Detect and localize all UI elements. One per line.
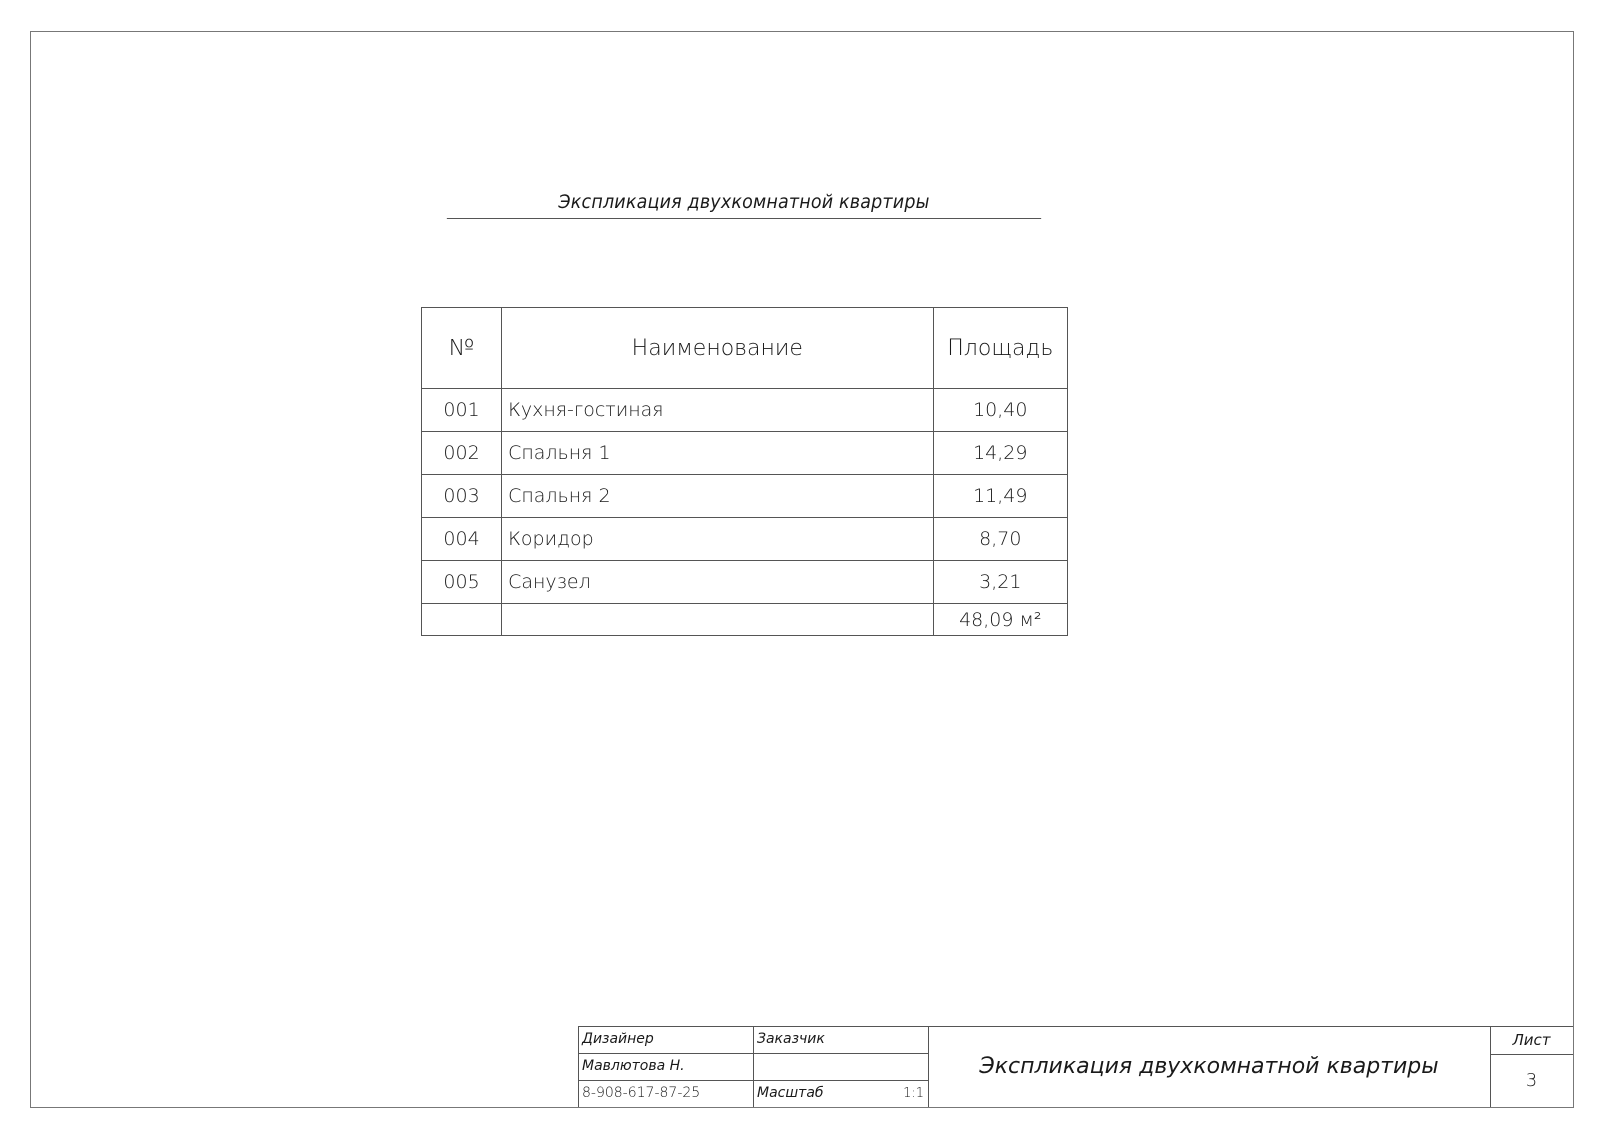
room-name: Спальня 1 xyxy=(502,432,933,475)
scale-value: 1:1 xyxy=(903,1086,924,1101)
room-number: 003 xyxy=(422,475,502,518)
title-block xyxy=(578,1026,1573,1107)
table-row xyxy=(422,518,1068,561)
table-header-row xyxy=(422,308,1068,389)
designer-label: Дизайнер xyxy=(582,1031,654,1047)
total-row xyxy=(422,604,1068,636)
room-number: 005 xyxy=(422,561,502,604)
room-area: 14,29 xyxy=(933,432,1067,475)
designer-name: Мавлютова Н. xyxy=(582,1058,685,1074)
customer-label: Заказчик xyxy=(757,1031,825,1047)
drawing-title: Экспликация двухкомнатной квартиры xyxy=(979,1054,1439,1079)
table-row xyxy=(422,561,1068,604)
header-area: Площадь xyxy=(933,308,1067,389)
table-row xyxy=(422,432,1068,475)
room-name: Спальня 2 xyxy=(502,475,933,518)
room-number: 001 xyxy=(422,389,502,432)
designer-phone: 8-908-617-87-25 xyxy=(582,1085,701,1101)
room-area: 8,70 xyxy=(933,518,1067,561)
customer-value xyxy=(753,1053,928,1080)
sheet-number: 3 xyxy=(1525,1070,1538,1091)
table-row xyxy=(422,389,1068,432)
room-area: 11,49 xyxy=(933,475,1067,518)
room-area: 10,40 xyxy=(933,389,1067,432)
table-row xyxy=(422,475,1068,518)
header-number: № xyxy=(422,308,502,389)
room-number: 002 xyxy=(422,432,502,475)
room-name: Кухня-гостиная xyxy=(502,389,933,432)
scale-label: Масштаб xyxy=(757,1085,824,1101)
room-area: 3,21 xyxy=(933,561,1067,604)
header-name: Наименование xyxy=(502,308,933,389)
total-empty-name xyxy=(502,604,933,636)
document-title: Экспликация двухкомнатной квартиры xyxy=(447,186,1041,219)
room-name: Санузел xyxy=(502,561,933,604)
room-name: Коридор xyxy=(502,518,933,561)
total-empty-number xyxy=(422,604,502,636)
room-number: 004 xyxy=(422,518,502,561)
sheet-label: Лист xyxy=(1512,1031,1551,1049)
explication-table xyxy=(421,307,1068,636)
total-area: 48,09 м² xyxy=(933,604,1067,636)
